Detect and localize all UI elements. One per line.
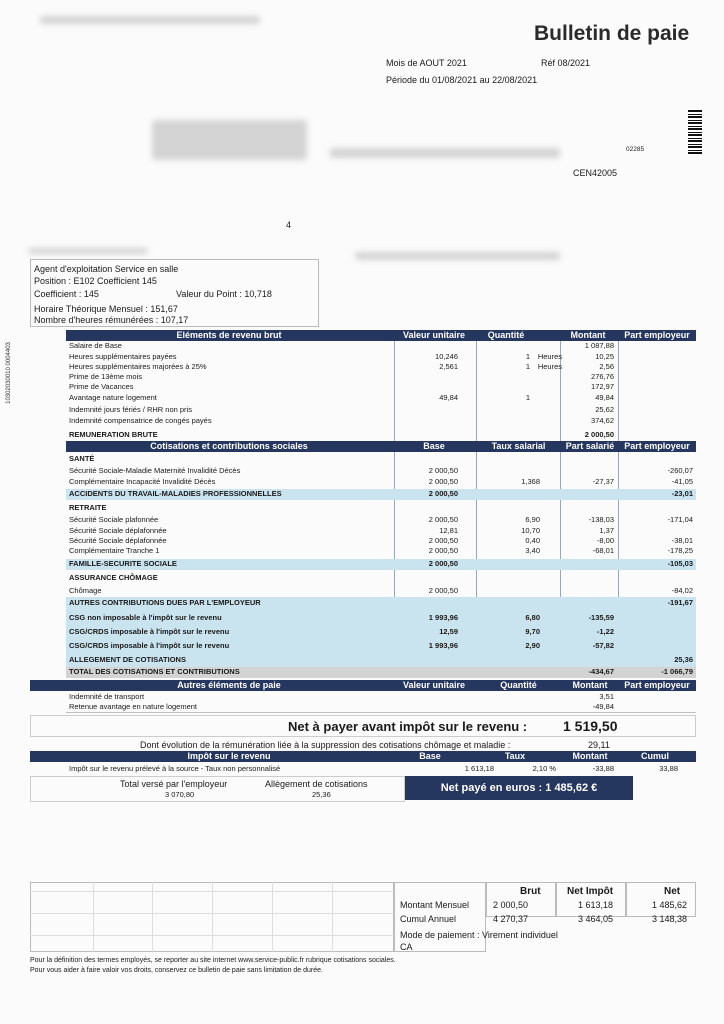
cotisation-row: Complémentaire Tranche 1 2 000,50 3,40 -68,01 -178,25	[69, 546, 693, 555]
monthly-brut: 2 000,50	[493, 900, 529, 910]
pay-month: Mois de AOUT 2021	[386, 58, 467, 68]
cotisation-row: Sécurité Sociale déplafonnée 12,81 10,70 1,37	[69, 526, 614, 535]
table-row: Prime de Vacances 172,97	[69, 382, 614, 391]
csg-row: CSG/CRDS imposable à l'impôt sur le revenu 12,59 9,70 -1,22	[69, 627, 614, 636]
evolution-value: 29,11	[588, 740, 610, 750]
redacted-address	[152, 120, 307, 160]
employee-info-box	[30, 259, 319, 327]
table-row: Salaire de Base 1 087,88	[69, 341, 614, 350]
table-row: Heures supplémentaires payées 10,246 1 Heures 10,25	[69, 352, 614, 361]
monthly-net-impot: 1 613,18	[578, 900, 614, 910]
net-before-tax: 1 519,50	[563, 718, 618, 734]
monthly-label: Montant Mensuel	[400, 900, 470, 910]
payment-bank: CA	[400, 942, 413, 952]
side-number: 10302030010 0004403	[5, 342, 12, 404]
section-retraite: RETRAITE	[69, 503, 107, 512]
payment-method: Mode de paiement : Virement individuel	[400, 930, 558, 940]
total-employer: 3 070,80	[165, 790, 195, 799]
table-row: Indemnité jours fériés / RHR non pris 25,62	[69, 405, 614, 414]
redacted-name	[330, 148, 560, 158]
summary-header-net: Net	[664, 886, 681, 897]
annual-net: 3 148,38	[652, 914, 688, 924]
summary-header-net-impot: Net Impôt	[567, 886, 614, 897]
annual-brut: 4 270,37	[493, 914, 529, 924]
page-marker: 4	[286, 220, 292, 230]
footer-line-2: Pour vous aider à faire valoir vos droits, conservez ce bulletin de paie sans limitation de durée.	[30, 967, 323, 974]
paid-hours: Nombre d'heures rémunérées : 107,17	[34, 315, 189, 325]
net-paid: Net payé en euros : 1 485,62 €	[405, 776, 633, 800]
autre-row: Retenue avantage en nature logement -49,84	[69, 702, 614, 711]
table-row: Heures supplémentaires majorées à 25% 2,561 1 Heures 2,56	[69, 362, 614, 371]
cotisation-row: Sécurité Sociale plafonnée 2 000,50 6,90 -138,03 -171,04	[69, 515, 693, 524]
evolution-label: Dont évolution de la rémunération liée à la suppression des cotisations chômage et maladie :	[140, 740, 511, 750]
reference: Réf 08/2021	[541, 58, 591, 68]
cotisation-row: Complémentaire Incapacité Invalidité Décès 2 000,50 1,368 -27,37 -41,05	[69, 477, 693, 486]
autre-row: Indemnité de transport 3,51	[69, 692, 614, 701]
section-sante: SANTÉ	[69, 454, 95, 463]
footer-line-1: Pour la définition des termes employés, se reporter au site internet www.service-public.fr rubrique cotisations sociales.	[30, 957, 396, 964]
redacted-line	[28, 248, 148, 254]
cotisation-subtotal-row: AUTRES CONTRIBUTIONS DUES PAR L'EMPLOYEUR -191,67	[69, 598, 693, 607]
employee-code: CEN42005	[573, 168, 618, 178]
autres-header: Autres éléments de paie Valeur unitaire Quantité Montant Part employeur	[30, 680, 696, 691]
annual-net-impot: 3 464,05	[578, 914, 614, 924]
redacted-line	[355, 252, 560, 260]
cotisation-row: Chômage 2 000,50 -84,02	[69, 586, 693, 595]
impot-row: Impôt sur le revenu prélevé à la source - Taux non personnalisé 1 613,18 2,10 % -33,88 33,88	[69, 764, 678, 773]
section-chomage: ASSURANCE CHÔMAGE	[69, 573, 158, 582]
relief-value: 25,36	[312, 790, 331, 799]
table-row: Prime de 13ème mois 276,76	[69, 372, 614, 381]
total-employer-label: Total versé par l'employeur	[120, 779, 228, 789]
point-value: Valeur du Point : 10,718	[176, 289, 272, 299]
monthly-net: 1 485,62	[652, 900, 688, 910]
net-before-tax-label: Net à payer avant impôt sur le revenu :	[288, 719, 528, 734]
monthly-hours: Horaire Théorique Mensuel : 151,67	[34, 304, 178, 314]
brut-total-row: REMUNERATION BRUTE 2 000,50	[69, 430, 614, 439]
cotisation-row: Sécurité Sociale-Maladie Maternité Invalidité Décès 2 000,50 -260,07	[69, 466, 693, 475]
cotisations-header: Cotisations et contributions sociales Base Taux salarial Part salarié Part employeur	[66, 441, 696, 452]
position: Position : E102 Coefficient 145	[34, 276, 157, 286]
brut-header: Eléments de revenu brut Valeur unitaire Quantité Montant Part employeur	[66, 330, 696, 341]
cotisation-row: Sécurité Sociale déplafonnée 2 000,50 0,40 -8,00 -38,01	[69, 536, 693, 545]
cotisations-total-row: TOTAL DES COTISATIONS ET CONTRIBUTIONS -434,67 -1 066,79	[66, 667, 696, 678]
job-title: Agent d'exploitation Service en salle	[34, 264, 179, 274]
doc-code: 02285	[626, 146, 645, 153]
barcode-icon	[688, 110, 702, 154]
relief-label: Allègement de cotisations	[265, 779, 368, 789]
csg-row: CSG non imposable à l'impôt sur le revenu 1 993,96 6,80 -135,59	[69, 613, 614, 622]
summary-header-brut: Brut	[520, 886, 541, 897]
pay-period: Période du 01/08/2021 au 22/08/2021	[386, 75, 538, 85]
cotisation-subtotal-row: FAMILLE-SECURITE SOCIALE 2 000,50 -105,03	[66, 559, 696, 570]
page-title: Bulletin de paie	[534, 22, 690, 45]
redacted-block	[40, 16, 260, 24]
coefficient: Coefficient : 145	[34, 289, 99, 299]
table-row: Indemnité compensatrice de congés payés 374,62	[69, 416, 614, 425]
csg-row: CSG/CRDS imposable à l'impôt sur le revenu 1 993,96 2,90 -57,82	[69, 641, 614, 650]
annual-label: Cumul Annuel	[400, 914, 457, 924]
table-row: Avantage nature logement 49,84 1 49,84	[69, 393, 614, 402]
allegement-row: ALLEGEMENT DE COTISATIONS 25,36	[69, 655, 693, 664]
cotisation-subtotal-row: ACCIDENTS DU TRAVAIL-MALADIES PROFESSIONNELLES 2 000,50 -23,01	[66, 489, 696, 500]
impot-header: Impôt sur le revenu Base Taux Montant Cumul	[30, 751, 696, 762]
